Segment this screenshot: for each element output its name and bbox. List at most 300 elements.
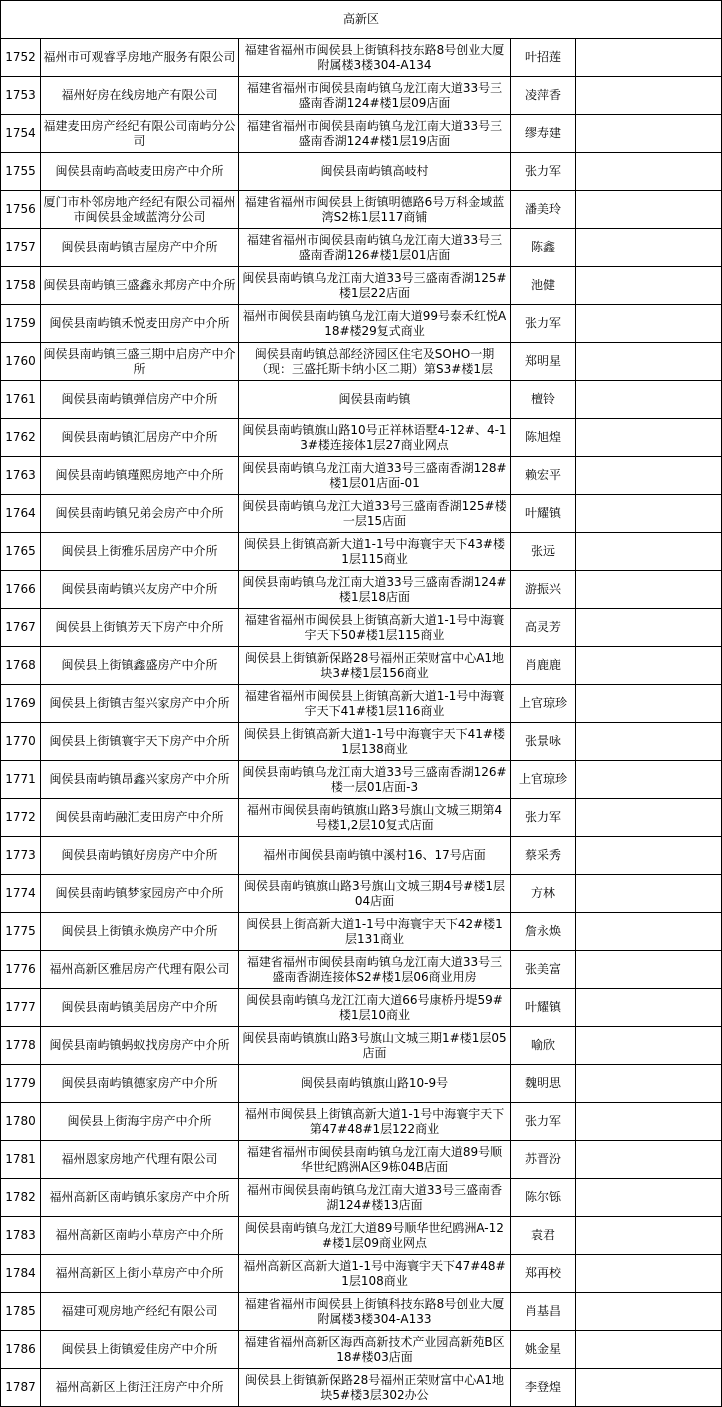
empty-cell-cell (576, 1369, 722, 1407)
empty-cell-cell (576, 1217, 722, 1255)
table-row (1, 343, 722, 381)
row-number-cell (1, 913, 41, 951)
company-name-cell (41, 1141, 239, 1179)
company-address-cell (239, 1027, 511, 1065)
row-number: 1786 (5, 1342, 36, 1356)
row-number: 1759 (5, 316, 36, 330)
contact-person-cell (511, 875, 576, 913)
row-number-cell (1, 457, 41, 495)
row-number-cell (1, 191, 41, 229)
company-address-cell (239, 837, 511, 875)
table-row (1, 229, 722, 267)
contact-person: 陈鑫 (530, 240, 555, 254)
company-address: 闽侯县南屿镇乌龙江南大道33号三盛南香湖128#楼1层01店面-01 (242, 460, 507, 490)
row-number-cell (1, 77, 41, 115)
contact-person-cell (511, 115, 576, 153)
company-name-cell (41, 1217, 239, 1255)
company-name: 福州高新区上街小草房产中介所 (55, 1266, 224, 1280)
company-address-cell (239, 495, 511, 533)
company-address-cell (239, 305, 511, 343)
empty-cell-cell (576, 1331, 722, 1369)
company-address: 福州市闽侯县南屿镇中溪村16、17号店面 (263, 848, 486, 862)
company-address: 闽侯县上街镇高新大道1-1号中海寰宇天下43#楼1层115商业 (244, 536, 505, 566)
row-number-cell (1, 1103, 41, 1141)
row-number-cell (1, 419, 41, 457)
empty-cell-cell (576, 609, 722, 647)
company-address: 闽侯县南屿镇旗山路3号旗山文城三期1#楼1层05店面 (242, 1030, 507, 1060)
company-name-cell (41, 191, 239, 229)
contact-person-cell (511, 1027, 576, 1065)
table-row (1, 723, 722, 761)
empty-cell-cell (576, 381, 722, 419)
row-number: 1754 (5, 126, 36, 140)
empty-cell-cell (576, 1065, 722, 1103)
contact-person-cell (511, 799, 576, 837)
company-name-cell (41, 267, 239, 305)
company-name-cell (41, 799, 239, 837)
contact-person-cell (511, 685, 576, 723)
company-name: 福州恩家房地产代理有限公司 (61, 1152, 218, 1166)
empty-cell-cell (576, 419, 722, 457)
contact-person: 游振兴 (524, 582, 561, 596)
company-name: 闽侯县南屿镇弹信房产中介所 (61, 392, 218, 406)
row-number-cell (1, 1217, 41, 1255)
company-name-cell (41, 837, 239, 875)
row-number: 1785 (5, 1304, 36, 1318)
company-address-cell (239, 1103, 511, 1141)
company-address-cell (239, 951, 511, 989)
company-name-cell (41, 381, 239, 419)
company-address: 福州市闽侯县南屿镇旗山路3号旗山文城三期第4号楼1,2层10复式店面 (246, 802, 503, 832)
table-row (1, 39, 722, 77)
district-header-row (1, 1, 722, 39)
company-address: 福建省福州市闽侯县上街镇明德路6号万科金域蓝湾S2栋1层117商铺 (244, 194, 505, 224)
empty-cell-cell (576, 647, 722, 685)
company-address-cell (239, 1141, 511, 1179)
company-name-cell (41, 647, 239, 685)
row-number: 1765 (5, 544, 36, 558)
company-address-cell (239, 1255, 511, 1293)
company-name-cell (41, 343, 239, 381)
contact-person: 喻欣 (530, 1038, 555, 1052)
contact-person: 张景咏 (524, 734, 561, 748)
company-address-cell (239, 39, 511, 77)
row-number-cell (1, 609, 41, 647)
row-number: 1772 (5, 810, 36, 824)
company-name: 闽侯县南屿镇德家房产中介所 (61, 1076, 218, 1090)
row-number: 1756 (5, 202, 36, 216)
contact-person-cell (511, 77, 576, 115)
company-name-cell (41, 723, 239, 761)
contact-person-cell (511, 381, 576, 419)
company-name-cell (41, 685, 239, 723)
company-address: 闽侯县南屿镇旗山路10号正祥林语墅4-12#、4-13#楼连接体1层27商业网点 (242, 422, 507, 452)
row-number-cell (1, 1179, 41, 1217)
company-name-cell (41, 495, 239, 533)
company-name: 闽侯县上街镇爱佳房产中介所 (61, 1342, 218, 1356)
table-row (1, 875, 722, 913)
contact-person: 郑再校 (524, 1266, 561, 1280)
table-row (1, 191, 722, 229)
empty-cell-cell (576, 39, 722, 77)
table-row (1, 1027, 722, 1065)
company-address-cell (239, 343, 511, 381)
row-number-cell (1, 1065, 41, 1103)
company-name-cell (41, 1103, 239, 1141)
contact-person-cell (511, 1141, 576, 1179)
row-number-cell (1, 723, 41, 761)
company-address: 闽侯县上街镇新保路28号福州正荣财富中心A1地块5#楼3层302办公 (244, 1372, 505, 1402)
company-address: 闽侯县南屿镇旗山路10-9号 (300, 1076, 449, 1090)
table-row (1, 1065, 722, 1103)
table-row (1, 1103, 722, 1141)
company-name-cell (41, 609, 239, 647)
table-row (1, 77, 722, 115)
contact-person-cell (511, 609, 576, 647)
company-address-cell (239, 609, 511, 647)
company-address: 福建省福州高新区海西高新技术产业园高新苑B区18#楼03店面 (244, 1334, 505, 1364)
empty-cell-cell (576, 1141, 722, 1179)
company-address: 闽侯县南屿镇乌龙江江南大道66号康桥丹堤59#楼1层10商业 (246, 992, 503, 1022)
row-number: 1767 (5, 620, 36, 634)
contact-person: 叶招莲 (524, 50, 561, 64)
row-number: 1755 (5, 164, 36, 178)
row-number-cell (1, 799, 41, 837)
empty-cell-cell (576, 1293, 722, 1331)
contact-person-cell (511, 533, 576, 571)
empty-cell-cell (576, 343, 722, 381)
company-address-cell (239, 1293, 511, 1331)
contact-person-cell (511, 723, 576, 761)
contact-person-cell (511, 153, 576, 191)
company-address: 福建省福州市闽侯县南屿镇乌龙江南大道33号三盛南香湖124#楼1层09店面 (246, 80, 503, 110)
empty-cell-cell (576, 837, 722, 875)
contact-person: 魏明思 (524, 1076, 561, 1090)
empty-cell-cell (576, 1179, 722, 1217)
contact-person: 赖宏平 (524, 468, 561, 482)
row-number: 1780 (5, 1114, 36, 1128)
empty-cell-cell (576, 153, 722, 191)
company-address: 福建省福州市闽侯县南屿镇乌龙江南大道89号顺华世纪鸥洲A区9栋04B店面 (246, 1144, 503, 1174)
company-address: 闽侯县南屿镇总部经济园区住宅及SOHO一期（现：三盛托斯卡纳小区二期）第S3#楼1层 (254, 346, 495, 376)
company-address: 福州市闽侯县南屿镇乌龙江南大道33号三盛南香湖124#楼13店面 (246, 1182, 503, 1212)
contact-person: 张美富 (524, 962, 561, 976)
company-address: 福州市闽侯县南屿镇乌龙江南大道99号泰禾红悦A18#楼29复式商业 (242, 308, 507, 338)
company-address-cell (239, 1331, 511, 1369)
row-number-cell (1, 571, 41, 609)
contact-person: 上官琼珍 (518, 772, 567, 786)
company-address: 闽侯县南屿镇乌龙江南大道33号三盛南香湖126#楼一层01店面-3 (242, 764, 507, 794)
contact-person: 凌萍香 (524, 88, 561, 102)
company-name: 闽侯县南屿镇三盛鑫永邦房产中介所 (43, 278, 236, 292)
empty-cell-cell (576, 875, 722, 913)
row-number: 1758 (5, 278, 36, 292)
empty-cell-cell (576, 229, 722, 267)
contact-person: 高灵芳 (524, 620, 561, 634)
row-number: 1761 (5, 392, 36, 406)
company-address: 闽侯县南屿镇高岐村 (320, 164, 429, 178)
row-number: 1775 (5, 924, 36, 938)
empty-cell-cell (576, 115, 722, 153)
contact-person-cell (511, 837, 576, 875)
contact-person-cell (511, 1103, 576, 1141)
contact-person-cell (511, 951, 576, 989)
company-address: 闽侯县南屿镇乌龙江南大道33号三盛南香湖125#楼1层22店面 (242, 270, 507, 300)
company-name-cell (41, 1179, 239, 1217)
table-row (1, 913, 722, 951)
company-address: 闽侯县上街镇高新大道1-1号中海寰宇天下41#楼1层138商业 (244, 726, 505, 756)
company-address-cell (239, 571, 511, 609)
company-name: 闽侯县南屿镇蚂蚁找房房产中介所 (49, 1038, 230, 1052)
row-number: 1774 (5, 886, 36, 900)
company-address: 福建省福州市闽侯县南屿镇乌龙江南大道33号三盛南香湖124#楼1层19店面 (246, 118, 503, 148)
empty-cell-cell (576, 457, 722, 495)
contact-person: 张力军 (524, 1114, 561, 1128)
company-name: 闽侯县南屿镇美居房产中介所 (61, 1000, 218, 1014)
company-address: 福建省福州市闽侯县南屿镇乌龙江南大道33号三盛南香湖126#楼1层01店面 (246, 232, 503, 262)
table-row (1, 1369, 722, 1407)
company-name: 闽侯县上街镇寰宇天下房产中介所 (49, 734, 230, 748)
contact-person-cell (511, 267, 576, 305)
contact-person-cell (511, 343, 576, 381)
company-name-cell (41, 153, 239, 191)
contact-person: 张力军 (524, 164, 561, 178)
company-address-cell (239, 419, 511, 457)
table-row (1, 1293, 722, 1331)
contact-person: 潘美玲 (524, 202, 561, 216)
contact-person: 陈旭煌 (524, 430, 561, 444)
table-row (1, 115, 722, 153)
empty-cell-cell (576, 495, 722, 533)
empty-cell-cell (576, 1103, 722, 1141)
company-name-cell (41, 1027, 239, 1065)
company-name-cell (41, 571, 239, 609)
row-number: 1768 (5, 658, 36, 672)
company-name: 闽侯县上街镇鑫盛房产中介所 (61, 658, 218, 672)
table-row (1, 951, 722, 989)
row-number-cell (1, 1255, 41, 1293)
contact-person: 袁君 (530, 1228, 555, 1242)
table-row (1, 1179, 722, 1217)
company-name: 闽侯县南屿镇三盛三期中启房产中介所 (43, 346, 236, 376)
company-name: 福建麦田房产经纪有限公司南屿分公司 (43, 118, 236, 148)
company-address: 闽侯县南屿镇乌龙江大道33号三盛南香湖125#楼一层15店面 (242, 498, 507, 528)
contact-person: 方林 (530, 886, 555, 900)
table-row (1, 761, 722, 799)
table-row (1, 1141, 722, 1179)
company-name: 闽侯县上街镇永焕房产中介所 (61, 924, 218, 938)
row-number: 1784 (5, 1266, 36, 1280)
row-number-cell (1, 1293, 41, 1331)
company-address: 闽侯县南屿镇乌龙江大道89号顺华世纪鸥洲A-12#楼1层09商业网点 (245, 1220, 504, 1250)
company-name-cell (41, 1255, 239, 1293)
contact-person-cell (511, 913, 576, 951)
empty-cell-cell (576, 685, 722, 723)
empty-cell-cell (576, 761, 722, 799)
row-number: 1779 (5, 1076, 36, 1090)
row-number: 1752 (5, 50, 36, 64)
empty-cell-cell (576, 267, 722, 305)
company-name: 闽侯县南屿镇昂鑫兴家房产中介所 (49, 772, 230, 786)
row-number-cell (1, 229, 41, 267)
company-address: 福建省福州市闽侯县南屿镇乌龙江南大道33号三盛南香湖连接体S2#楼1层06商业用房 (246, 954, 503, 984)
contact-person-cell (511, 761, 576, 799)
company-name: 福州好房在线房地产有限公司 (61, 88, 218, 102)
company-address-cell (239, 77, 511, 115)
empty-cell-cell (576, 1255, 722, 1293)
row-number: 1776 (5, 962, 36, 976)
row-number-cell (1, 1369, 41, 1407)
company-name-cell (41, 951, 239, 989)
company-name: 闽侯县上街海宇房产中介所 (67, 1114, 212, 1128)
row-number-cell (1, 533, 41, 571)
row-number-cell (1, 39, 41, 77)
contact-person-cell (511, 989, 576, 1027)
row-number-cell (1, 761, 41, 799)
company-address-cell (239, 229, 511, 267)
contact-person: 肖鹿鹿 (524, 658, 561, 672)
table-row (1, 799, 722, 837)
company-address-cell (239, 153, 511, 191)
company-address-cell (239, 799, 511, 837)
company-name: 福建可观房地产经纪有限公司 (61, 1304, 218, 1318)
company-address-cell (239, 875, 511, 913)
row-number: 1764 (5, 506, 36, 520)
company-name: 闽侯县南屿镇瑾熙房地产中介所 (55, 468, 224, 482)
table-row (1, 989, 722, 1027)
company-name: 闽侯县南屿高岐麦田房产中介所 (55, 164, 224, 178)
row-number: 1770 (5, 734, 36, 748)
company-name-cell (41, 761, 239, 799)
company-address: 福州市闽侯县上街镇高新大道1-1号中海寰宇天下第47#48#1层122商业 (244, 1106, 505, 1136)
row-number: 1771 (5, 772, 36, 786)
empty-cell-cell (576, 77, 722, 115)
contact-person: 郑明星 (524, 354, 561, 368)
table-row (1, 495, 722, 533)
table-row (1, 609, 722, 647)
company-name-cell (41, 913, 239, 951)
table-row (1, 533, 722, 571)
row-number: 1753 (5, 88, 36, 102)
contact-person-cell (511, 1179, 576, 1217)
company-address-cell (239, 191, 511, 229)
company-name-cell (41, 229, 239, 267)
table-row (1, 153, 722, 191)
table-row (1, 647, 722, 685)
contact-person: 蔡采秀 (524, 848, 561, 862)
company-name: 闽侯县南屿镇汇居房产中介所 (61, 430, 218, 444)
row-number: 1787 (5, 1380, 36, 1394)
company-name-cell (41, 457, 239, 495)
contact-person: 肖基昌 (524, 1304, 561, 1318)
contact-person-cell (511, 1369, 576, 1407)
contact-person-cell (511, 229, 576, 267)
company-address-cell (239, 685, 511, 723)
contact-person: 缪寿建 (524, 126, 561, 140)
company-address-cell (239, 1065, 511, 1103)
company-address-cell (239, 1369, 511, 1407)
contact-person-cell (511, 305, 576, 343)
company-name-cell (41, 39, 239, 77)
company-name: 闽侯县上街镇芳天下房产中介所 (55, 620, 224, 634)
contact-person: 姚金星 (524, 1342, 561, 1356)
row-number: 1773 (5, 848, 36, 862)
table-row (1, 1217, 722, 1255)
contact-person: 陈尔铄 (524, 1190, 561, 1204)
company-address: 闽侯县南屿镇 (338, 392, 411, 406)
company-address: 闽侯县南屿镇旗山路3号旗山文城三期4号#楼1层04店面 (244, 878, 505, 908)
row-number-cell (1, 153, 41, 191)
table-row (1, 685, 722, 723)
row-number: 1763 (5, 468, 36, 482)
contact-person-cell (511, 1293, 576, 1331)
row-number-cell (1, 381, 41, 419)
contact-person-cell (511, 191, 576, 229)
contact-person: 张力军 (524, 810, 561, 824)
company-address: 闽侯县上街高新大道1-1号中海寰宇天下42#楼1层131商业 (246, 916, 503, 946)
table-body (1, 1, 722, 1407)
row-number-cell (1, 1331, 41, 1369)
contact-person-cell (511, 495, 576, 533)
row-number: 1760 (5, 354, 36, 368)
row-number-cell (1, 267, 41, 305)
company-name: 闽侯县上街镇吉玺兴家房产中介所 (49, 696, 230, 710)
empty-cell-cell (576, 191, 722, 229)
company-address: 福建省福州市闽侯县上街镇科技东路8号创业大厦附属楼3楼304-A133 (244, 1296, 505, 1326)
empty-cell-cell (576, 723, 722, 761)
row-number: 1783 (5, 1228, 36, 1242)
contact-person-cell (511, 419, 576, 457)
row-number-cell (1, 989, 41, 1027)
company-name-cell (41, 1065, 239, 1103)
row-number-cell (1, 647, 41, 685)
table-row (1, 457, 722, 495)
company-address-cell (239, 761, 511, 799)
company-address: 闽侯县上街镇新保路28号福州正荣财富中心A1地块3#楼1层156商业 (244, 650, 505, 680)
contact-person-cell (511, 1255, 576, 1293)
row-number: 1757 (5, 240, 36, 254)
empty-cell-cell (576, 913, 722, 951)
company-address-cell (239, 381, 511, 419)
row-number-cell (1, 685, 41, 723)
company-address-cell (239, 913, 511, 951)
table-row (1, 267, 722, 305)
company-address-cell (239, 457, 511, 495)
row-number: 1766 (5, 582, 36, 596)
contact-person-cell (511, 1331, 576, 1369)
contact-person-cell (511, 1217, 576, 1255)
table-row (1, 305, 722, 343)
contact-person-cell (511, 1065, 576, 1103)
company-address-cell (239, 115, 511, 153)
company-name-cell (41, 1369, 239, 1407)
row-number: 1781 (5, 1152, 36, 1166)
company-address-cell (239, 1179, 511, 1217)
contact-person: 张远 (530, 544, 555, 558)
company-name-cell (41, 1331, 239, 1369)
row-number-cell (1, 495, 41, 533)
company-address-cell (239, 1217, 511, 1255)
company-name: 福州高新区上街汪汪房产中介所 (55, 1380, 224, 1394)
row-number: 1782 (5, 1190, 36, 1204)
company-name-cell (41, 989, 239, 1027)
empty-cell-cell (576, 799, 722, 837)
company-name-cell (41, 875, 239, 913)
company-name-cell (41, 1293, 239, 1331)
company-address: 福建省福州市闽侯县上街镇科技东路8号创业大厦附属楼3楼304-A134 (244, 42, 505, 72)
contact-person: 叶耀镇 (524, 1000, 561, 1014)
table-row (1, 571, 722, 609)
